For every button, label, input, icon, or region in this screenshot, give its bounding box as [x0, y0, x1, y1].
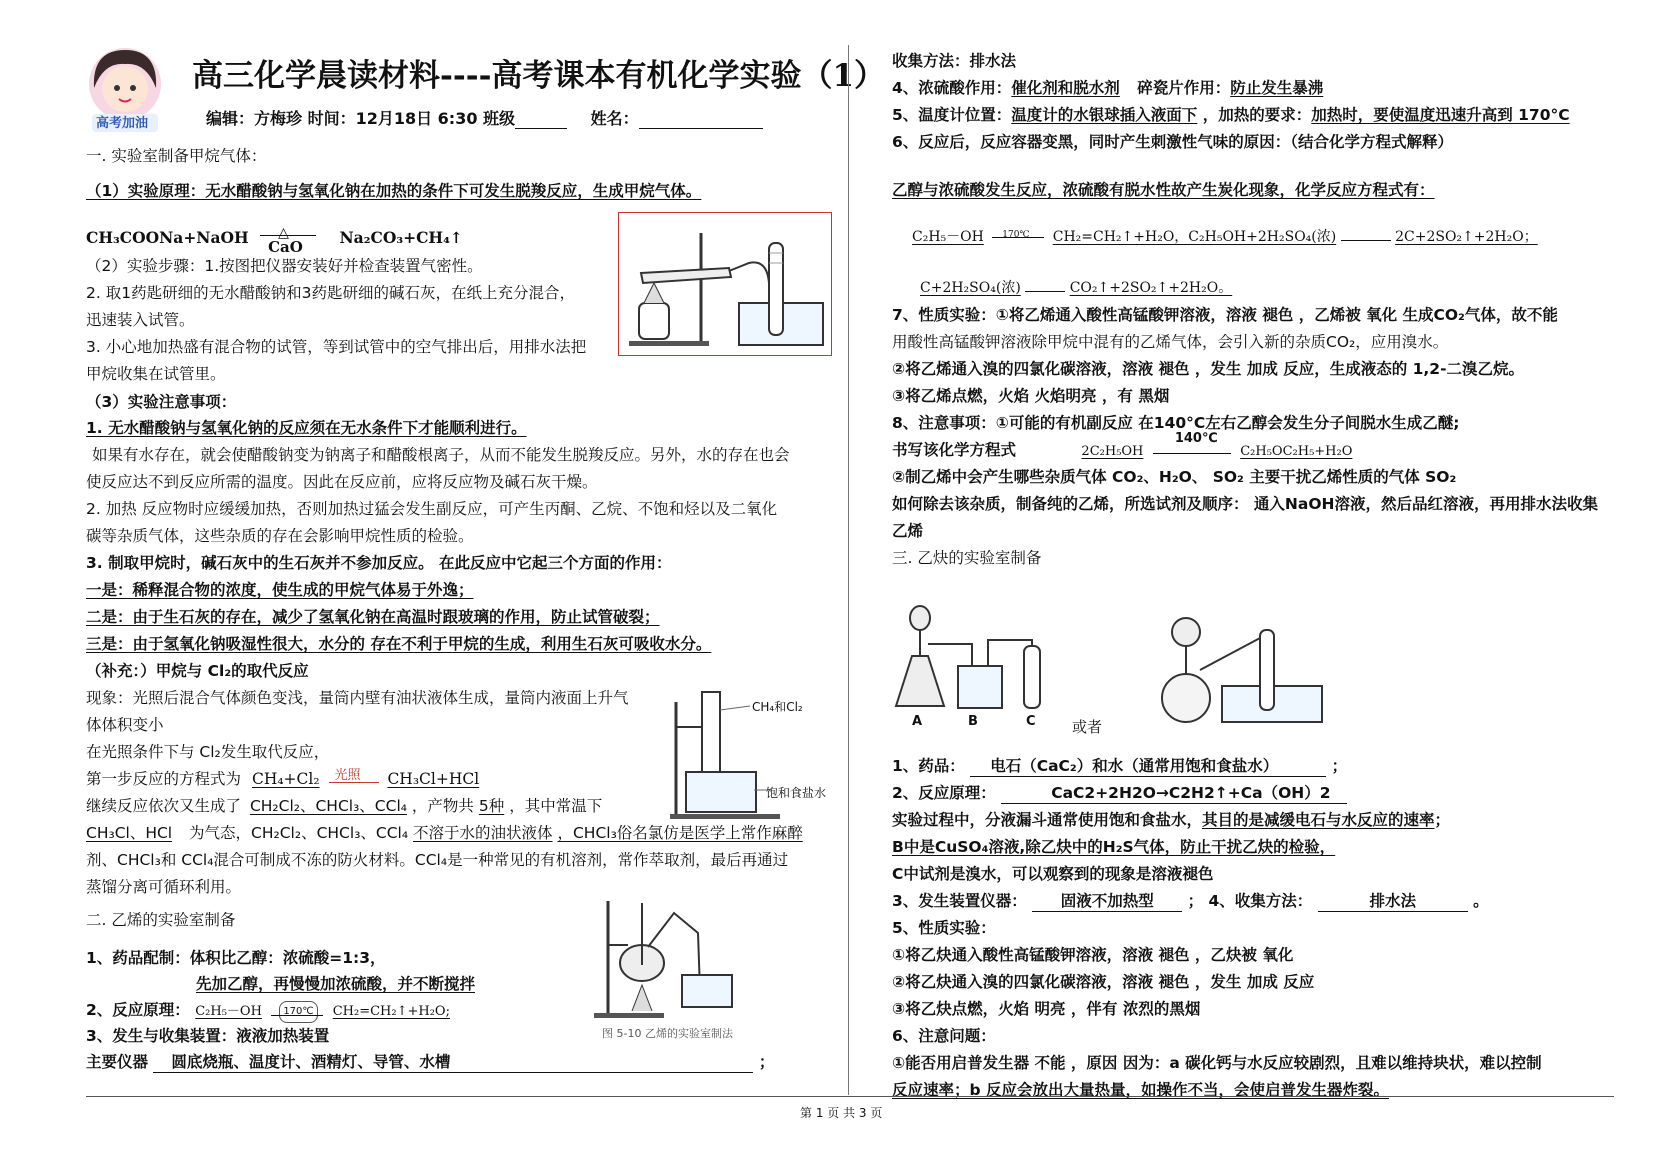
role-1: 一是：稀释混合物的浓度，使生成的甲烷气体易于外逸；	[86, 581, 474, 599]
property-3: ③将乙烯点燃，火焰 火焰明亮 ，有 黑烟	[892, 387, 1170, 405]
continue-line: 继续反应依次又生成了 CH₂Cl₂、CHCl₃、CCl₄ ，产物共 5种 ，其中常温下	[86, 797, 603, 815]
substitution-line: 在光照条件下与 Cl₂发生取代反应，	[86, 743, 330, 761]
notes-title: （3）实验注意事项：	[86, 393, 237, 411]
sulfuric-role: 4、浓硫酸作用：催化剂和脱水剂 碎瓷片作用：防止发生暴沸	[892, 79, 1324, 97]
kipp-reason: 反应速率；b 反应会放出大量热量，如操作不当，会使启普发生器炸裂。	[892, 1081, 1389, 1099]
ethylene-figure-caption: 图 5-10 乙烯的实验室制法	[602, 1027, 733, 1040]
property-1: 7、性质实验：①将乙烯通入酸性高锰酸钾溶液，溶液 褪色 ，乙烯被 氧化 生成CO₂气体，故不能	[892, 306, 1558, 324]
steps-line-3: 迅速装入试管。	[86, 311, 195, 329]
states-line: CH₃Cl、HCl 为气态，CH₂Cl₂、CHCl₃、CCl₄ 不溶于水的油状液体 ，CHCl₃俗名氯仿是医学上常作麻醉	[86, 824, 803, 842]
phenomenon-b: 体体积变小	[86, 716, 164, 734]
section1-title: 一. 实验室制备甲烷气体：	[86, 147, 267, 165]
ethylene-apparatus-figure	[588, 893, 738, 1041]
ether-equation: 书写该化学方程式 2C₂H₅OH 140℃ C₂H₅OC₂H₅+H₂O	[892, 430, 1353, 459]
methane-apparatus-figure	[618, 212, 832, 356]
principle-line: （1）实验原理：无水醋酸钠与氢氧化钠在加热的条件下可发生脱羧反应，生成甲烷气体。	[86, 182, 702, 200]
figure-label-b: B	[968, 714, 978, 729]
avatar-caption: 高考加油	[96, 116, 149, 131]
reagent-line: 1、药品配制：体积比乙醇：浓硫酸=1:3，	[86, 949, 386, 967]
bottle-c: C中试剂是溴水，可以观察到的现象是溶液褪色	[892, 865, 1214, 883]
role-2: 二是：由于生石灰的存在，减少了氢氧化钠在高温时跟玻璃的作用，防止试管破裂；	[86, 608, 660, 626]
caution-1: 8、注意事项：①可能的有机副反应 在140°C左右乙醇会发生分子间脱水生成乙醚;	[892, 414, 1460, 432]
page-number: 第 1 页 共 3 页	[800, 1106, 883, 1120]
figure-label-ch4cl2: CH₄和Cl₂	[752, 700, 803, 714]
property-2: ②将乙烯通入溴的四氯化碳溶液，溶液 褪色 ，发生 加成 反应，生成液态的 1,2-二溴乙烷。	[892, 360, 1524, 378]
steps-line-5: 甲烷收集在试管里。	[86, 365, 226, 383]
figure-or: 或者	[1072, 718, 1103, 736]
purification-b: 乙烯	[892, 522, 924, 540]
methane-chlorine-figure	[650, 672, 820, 824]
acetylene-caution-title: 6、注意问题：	[892, 1027, 996, 1045]
acetylene-apparatus-alt	[1150, 610, 1330, 730]
first-step-equation: 第一步反应的方程式为 CH₄+Cl₂ 光照 CH₃Cl+HCl	[86, 768, 480, 788]
acetylene-property-3: ③将乙炔点燃，火焰 明亮 ，伴有 浓烈的黑烟	[892, 1000, 1201, 1018]
apparatus-line: 3、发生与收集装置：液液加热装置	[86, 1027, 330, 1045]
steps-line-1: （2）实验步骤：1.按图把仪器安装好并检查装置气密性。	[86, 257, 483, 275]
carbonization-line: 乙醇与浓硫酸发生反应，浓硫酸有脱水性故产生炭化现象，化学反应方程式有：	[892, 181, 1435, 199]
acetylene-property-title: 5、性质实验：	[892, 919, 996, 937]
page-title: 高三化学晨读材料----高考课本有机化学实验（1）	[192, 58, 886, 94]
main-instruments: 主要仪器 圆底烧瓶、温度计、酒精灯、导管、水槽 ；	[86, 1053, 775, 1071]
section2-title: 二. 乙烯的实验室制备	[86, 911, 236, 929]
supplement-title: （补充：）甲烷与 Cl₂的取代反应	[86, 662, 309, 680]
steps-line-4: 3. 小心地加热盛有混合物的试管，等到试管中的空气排出后，用排水法把	[86, 338, 587, 356]
figure-label-brine: 饱和食盐水	[766, 786, 827, 800]
phenomenon-a: 现象：光照后混合气体颜色变浅，量筒内壁有油状液体生成，量筒内液面上升气	[86, 689, 629, 707]
impurity-gases: ②制乙烯中会产生哪些杂质气体 CO₂、H₂O、 SO₂ 主要干扰乙烯性质的气体 SO₂	[892, 468, 1457, 486]
property-1b: 用酸性高锰酸钾溶液除甲烷中混有的乙烯气体，会引入新的杂质CO₂，应用溴水。	[892, 333, 1449, 351]
carbonization-equation-1: C₂H₅－OH 170℃ CH₂=CH₂↑+H₂O，C₂H₅OH+2H₂SO₄(浓) 2C+2SO₂↑+2H₂O；	[912, 229, 1538, 245]
figure-label-a: A	[912, 714, 923, 729]
purification-a: 如何除去该杂质，制备纯的乙烯，所选试剂及顺序： 通入NaOH溶液，然后品红溶液，再用排水法收集	[892, 495, 1598, 513]
acetylene-property-2: ②将乙炔通入溴的四氯化碳溶液，溶液 褪色 ，发生 加成 反应	[892, 973, 1315, 991]
bottle-b: B中是CuSO₄溶液,除乙炔中的H₂S气体，防止干扰乙炔的检验，	[892, 838, 1336, 856]
note-1: 1. 无水醋酸钠与氢氧化钠的反应须在无水条件下才能顺利进行。	[86, 419, 527, 437]
ethylene-principle: 2、反应原理： C₂H₅－OH 170℃ CH₂=CH₂↑+H₂O;	[86, 1000, 450, 1022]
reagent-order: 先加乙醇，再慢慢加浓硫酸，并不断搅拌	[196, 975, 476, 993]
uses-line-b: 蒸馏分离可循环利用。	[86, 878, 242, 896]
note-1-detail-a: 如果有水存在，就会使醋酸钠变为钠离子和醋酸根离子，从而不能发生脱羧反应。另外，水的存在也会	[92, 446, 790, 464]
figure-label-c: C	[1026, 714, 1036, 729]
carbonization-equation-2: C+2H₂SO₄(浓) CO₂↑+2SO₂↑+2H₂O。	[920, 280, 1233, 296]
note-1-detail-b: 使反应达不到反应所需的温度。因此在反应前，应将反应物及碱石灰干燥。	[86, 473, 598, 491]
header-meta: 编辑：方梅珍 时间：12月18日 6:30 班级 姓名：	[206, 106, 763, 129]
thermometer-position: 5、温度计位置：温度计的水银球插入液面下 ，加热的要求：加热时，要使温度迅速升高到 170°C	[892, 106, 1570, 124]
methane-equation: CH₃COONa+NaOH △ CaO Na₂CO₃+CH₄↑	[86, 225, 463, 256]
brine-purpose: 实验过程中，分液漏斗通常使用饱和食盐水，其目的是减缓电石与水反应的速率；	[892, 811, 1451, 829]
generator-type: 3、发生装置仪器： 固液不加热型 ； 4、收集方法： 排水法 。	[892, 892, 1489, 910]
blackening-question: 6、反应后，反应容器变黑，同时产生刺激性气味的原因：（结合化学方程式解释）	[892, 133, 1454, 151]
note-2-a: 2. 加热 反应物时应缓缓加热，否则加热过猛会发生副反应，可产生丙酮、乙烷、不饱和烃以及二氧化	[86, 500, 778, 518]
note-3: 3. 制取甲烷时，碱石灰中的生石灰并不参加反应。 在此反应中它起三个方面的作用：	[86, 554, 672, 572]
acetylene-apparatus-abc	[892, 596, 1052, 726]
kipp-question: ①能否用启普发生器 不能 ，原因 因为：a 碳化钙与水反应较剧烈，且难以维持块状，难以控制	[892, 1054, 1542, 1072]
uses-line-a: 剂、CHCl₃和 CCl₄混合可制成不冻的防火材料。CCl₄是一种常见的有机溶剂，常作萃取剂，最后再通过	[86, 851, 789, 869]
steps-line-2: 2. 取1药匙研细的无水醋酸钠和3药匙研细的碱石灰，在纸上充分混合，	[86, 284, 575, 302]
acetylene-principle: 2、反应原理： CaC2+2H2O→C2H2↑+Ca（OH）2	[892, 783, 1347, 804]
footer-rule	[86, 1096, 1614, 1097]
note-2-b: 碳等杂质气体，这些杂质的存在会影响甲烷性质的检验。	[86, 527, 474, 545]
section3-title: 三. 乙炔的实验室制备	[892, 549, 1042, 567]
acetylene-reagents: 1、药品： 电石（CaC₂）和水（通常用饱和食盐水） ；	[892, 757, 1348, 775]
column-divider	[848, 45, 849, 1095]
role-3: 三是：由于氢氧化钠吸湿性很大，水分的 存在不利于甲烷的生成，利用生石灰可吸收水分。	[86, 635, 712, 653]
collect-method: 收集方法：排水法	[892, 52, 1017, 70]
acetylene-property-1: ①将乙炔通入酸性高锰酸钾溶液，溶液 褪色 ，乙炔被 氧化	[892, 946, 1294, 964]
